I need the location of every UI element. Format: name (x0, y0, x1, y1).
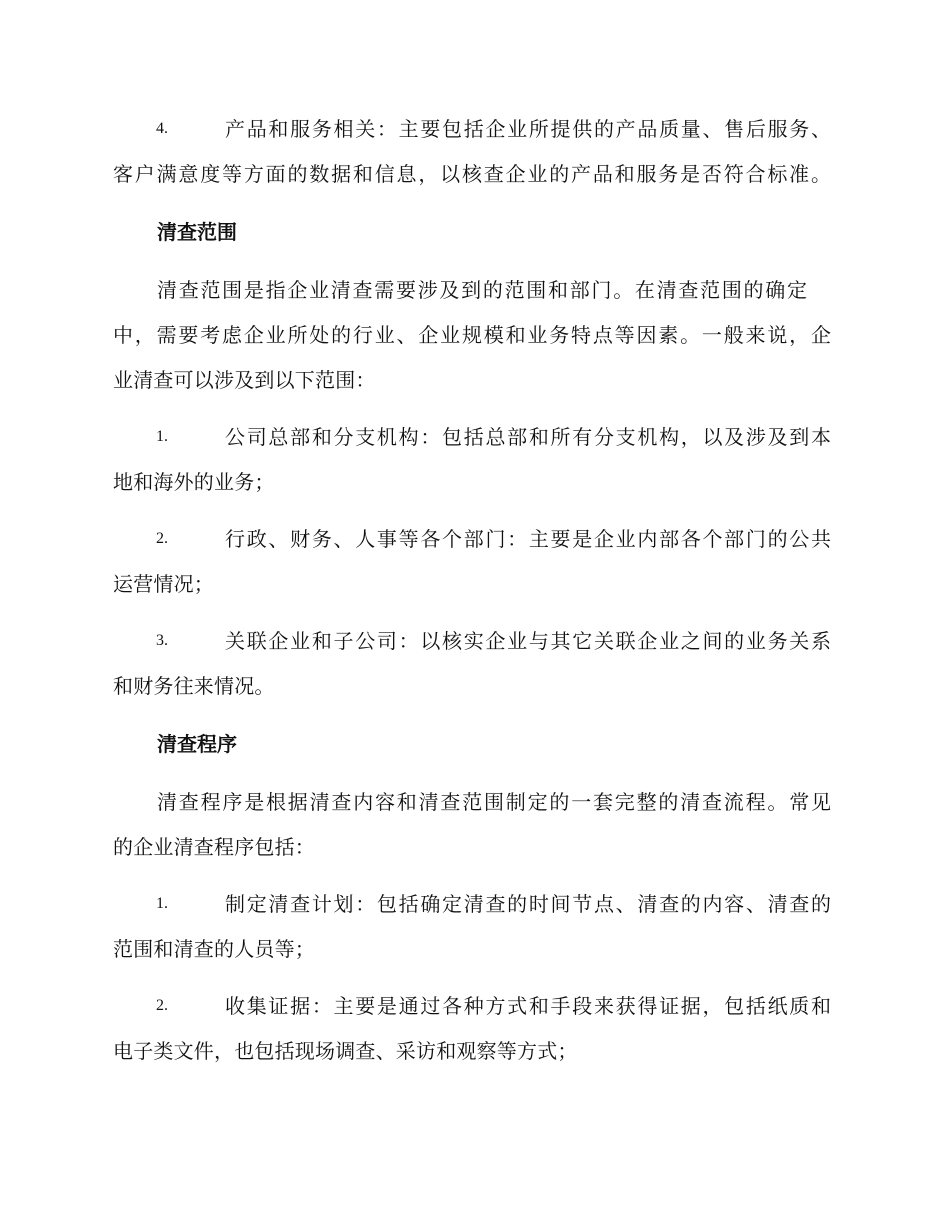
list-item-text: 和财务往来情况。 (113, 674, 275, 698)
paragraph-line: 的企业清查程序包括： (113, 835, 315, 859)
paragraph-line: 中，需要考虑企业所处的行业、企业规模和业务特点等因素。一般来说，企 (113, 323, 831, 347)
section-heading-procedure: 清查程序 (157, 732, 237, 756)
list-item-text: 运营情况； (113, 572, 214, 596)
paragraph-line: 清查范围是指企业清查需要涉及到的范围和部门。在清查范围的确定 (157, 278, 807, 302)
list-item-text: 关联企业和子公司：以核实企业与其它关联企业之间的业务关系 (225, 629, 831, 653)
list-number: 3. (156, 632, 168, 649)
list-number: 2. (156, 530, 168, 547)
paragraph-line: 清查程序是根据清查内容和清查范围制定的一套完整的清查流程。常见 (157, 790, 831, 814)
list-number: 2. (156, 997, 168, 1014)
list-item-text: 电子类文件，也包括现场调查、采访和观察等方式； (113, 1039, 578, 1063)
section-heading-scope: 清查范围 (157, 220, 237, 244)
list-item-text: 地和海外的业务； (113, 470, 275, 494)
list-number: 1. (156, 428, 168, 445)
list-number: 4. (156, 120, 168, 137)
list-item-text: 收集证据：主要是通过各种方式和手段来获得证据，包括纸质和 (225, 994, 831, 1018)
list-number: 1. (156, 895, 168, 912)
list-item-text: 范围和清查的人员等； (113, 937, 315, 961)
list-item-text: 产品和服务相关：主要包括企业所提供的产品质量、售后服务、 (225, 117, 831, 141)
list-item-text: 客户满意度等方面的数据和信息，以核查企业的产品和服务是否符合标准。 (113, 162, 831, 186)
list-item-text: 制定清查计划：包括确定清查的时间节点、清查的内容、清查的 (225, 892, 831, 916)
paragraph-line: 业清查可以涉及到以下范围： (113, 368, 376, 392)
list-item-text: 公司总部和分支机构：包括总部和所有分支机构，以及涉及到本 (225, 425, 831, 449)
list-item-text: 行政、财务、人事等各个部门：主要是企业内部各个部门的公共 (225, 527, 831, 551)
